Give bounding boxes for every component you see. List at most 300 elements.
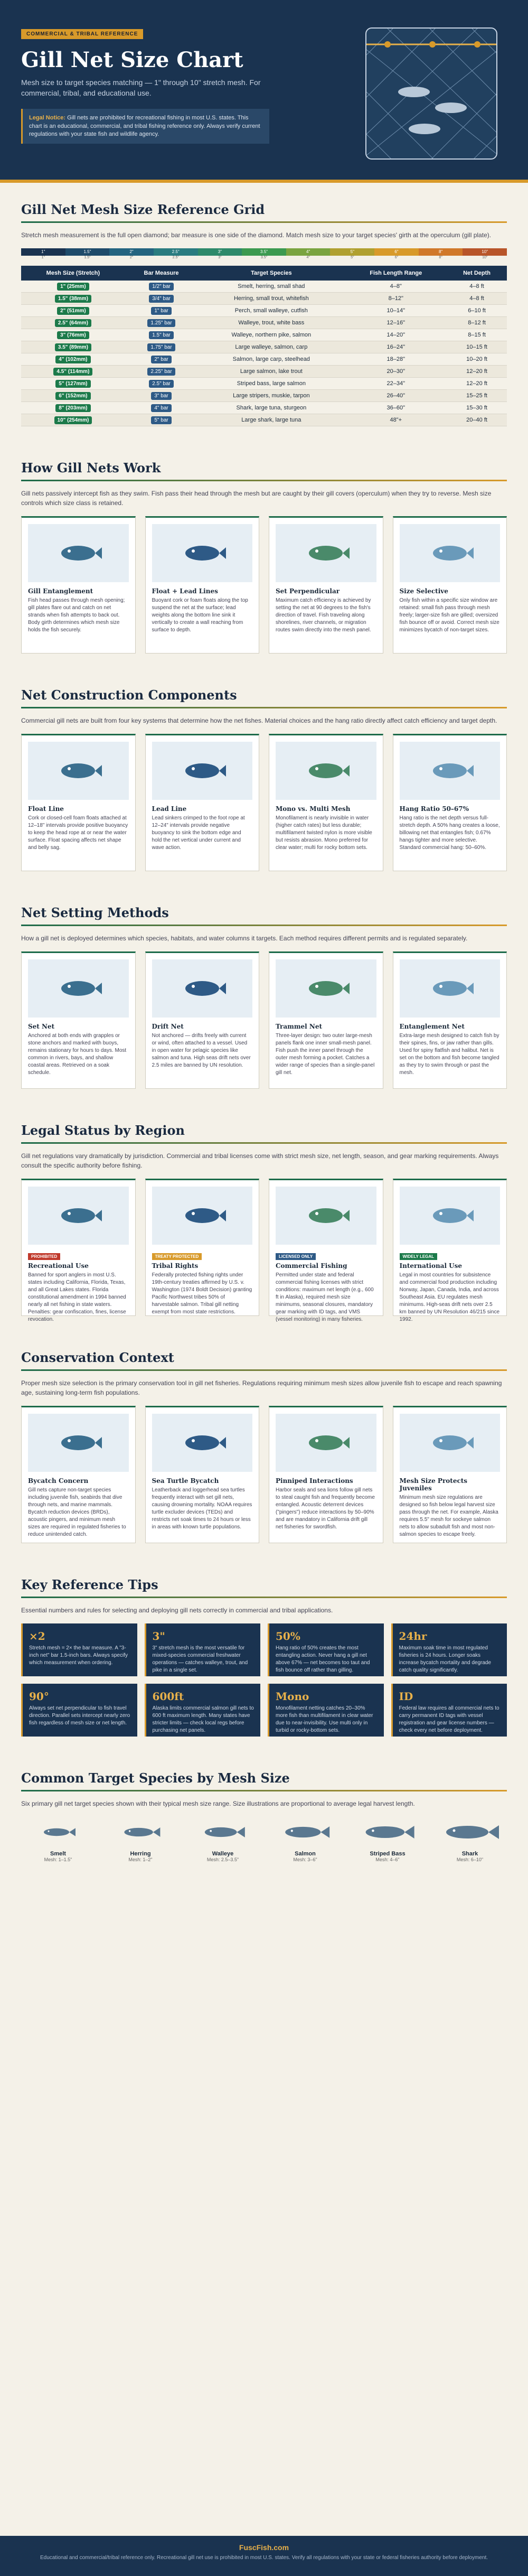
card-title: Hang Ratio 50–67% xyxy=(399,805,469,813)
card-illustration xyxy=(276,742,376,800)
hero-subtitle: Mesh size to target species matching — 1" through 10" stretch mesh. For commercial, tribal, and educational use. xyxy=(21,78,261,97)
construction-section xyxy=(0,668,528,886)
bar-cell xyxy=(125,329,197,341)
table-row xyxy=(21,390,507,402)
mesh-cell xyxy=(21,293,125,305)
card-text: Cork or closed-cell foam floats attached at 12–18" intervals provide positive buoyancy to keep the head rope at or near the water surface. Float spacing affects net shape and belly sag. xyxy=(28,815,128,851)
length-cell: 4–8" xyxy=(345,281,447,293)
how-section-title: How Gill Nets Work xyxy=(21,460,161,475)
tip-text: Always set net perpendicular to fish travel direction. Parallel sets intercept nearly zero fish regardless of mesh size or net length. xyxy=(29,1705,130,1726)
card-title: Set Net xyxy=(28,1023,55,1030)
tip-figure: ID xyxy=(399,1690,413,1703)
card-text: Three-layer design: two outer large-mesh panels flank one inner small-mesh panel. Fish push the inner panel through the outer mesh forming a pocket. Catches a wider range of species than a single-panel gill net. xyxy=(276,1033,375,1076)
tip-card xyxy=(21,1623,137,1676)
hero-net-illustration xyxy=(365,27,497,160)
info-card xyxy=(145,951,260,1089)
section-rule xyxy=(21,1790,507,1791)
species-section-title: Common Target Species by Mesh Size xyxy=(21,1770,290,1786)
card-text: Minimum mesh size regulations are designed so fish below legal harvest size pass through the net. For example, Alaska requires 5.5" mesh for sockeye salmon nets to allow subadult fish and most non-salmon species to escape freely. xyxy=(399,1495,498,1537)
depth-cell: 6–10 ft xyxy=(447,305,507,317)
tips-section-intro: Essential numbers and rules for selecting and deploying gill nets correctly in commercial and tribal applications. xyxy=(21,1607,333,1614)
bar-cell xyxy=(125,378,197,390)
legal-section xyxy=(0,1104,528,1331)
card-illustration xyxy=(28,742,129,800)
length-cell: 18–28" xyxy=(345,353,447,366)
bar-measure-badge: 2" bar xyxy=(151,356,171,363)
depth-cell: 20–40 ft xyxy=(447,414,507,426)
mesh-size-badge: 6" (152mm) xyxy=(55,392,90,400)
tip-card xyxy=(21,1684,137,1737)
card-title: Float Line xyxy=(28,805,64,813)
bar-measure-badge: 3" bar xyxy=(151,392,171,400)
column-header: Target Species xyxy=(197,266,345,281)
species-cell: Salmon, large carp, steelhead xyxy=(197,353,345,366)
info-card xyxy=(145,1179,260,1316)
tip-card xyxy=(391,1684,507,1737)
construction-section-intro: Commercial gill nets are built from four key systems that determine how the net fishes. Material choices and the hang ratio directly affect catch efficiency and target depth. xyxy=(21,717,497,724)
card-title: Lead Line xyxy=(152,805,187,813)
fish-icon xyxy=(21,1819,95,1847)
section-rule xyxy=(21,925,507,926)
species-name: Striped Bass xyxy=(370,1851,406,1857)
species-cell: Striped bass, large salmon xyxy=(197,378,345,390)
footer-disclaimer: Educational and commercial/tribal reference only. Recreational gill net use is prohibited in most U.S. states. Verify all regulations with your state or federal fisheries authority before deployment. xyxy=(40,2555,488,2561)
species-item xyxy=(186,1819,260,1862)
scale-step: 3.5" xyxy=(242,248,286,256)
species-cell: Walleye, trout, white bass xyxy=(197,317,345,329)
species-mesh: Mesh: 4–6" xyxy=(375,1857,400,1862)
info-card xyxy=(21,516,136,654)
species-mesh: Mesh: 1–2" xyxy=(128,1857,153,1862)
mesh-cell xyxy=(21,390,125,402)
tip-card xyxy=(268,1623,384,1676)
mesh-size-badge: 8" (203mm) xyxy=(55,404,90,412)
scale-label: 3.5" xyxy=(260,256,268,259)
mesh-cell xyxy=(21,378,125,390)
scale-label: 2" xyxy=(129,256,134,259)
scale-step: 6" xyxy=(374,248,419,256)
mesh-size-badge: 3" (76mm) xyxy=(57,331,89,339)
species-cell: Herring, small trout, whitefish xyxy=(197,293,345,305)
card-title: Pinniped Interactions xyxy=(276,1477,353,1485)
bar-measure-badge: 1/2" bar xyxy=(149,283,174,291)
card-title: Mono vs. Multi Mesh xyxy=(276,805,351,813)
card-title: Recreational Use xyxy=(28,1262,89,1270)
species-mesh: Mesh: 2.5–3.5" xyxy=(206,1857,239,1862)
tip-figure: ×2 xyxy=(29,1630,45,1642)
info-card xyxy=(269,734,383,871)
page-title: Gill Net Size Chart xyxy=(21,48,243,72)
table-row xyxy=(21,317,507,329)
footer xyxy=(0,2536,528,2576)
species-section-intro: Six primary gill net target species shown with their typical mesh size range. Size illustrations are proportional to average legal harvest length. xyxy=(21,1800,415,1807)
methods-section xyxy=(0,886,528,1104)
card-illustration xyxy=(276,1187,376,1245)
mesh-size-badge: 5" (127mm) xyxy=(55,380,90,388)
card-illustration xyxy=(152,1414,253,1472)
tips-section-title: Key Reference Tips xyxy=(21,1577,158,1592)
card-text: Monofilament is nearly invisible in water (higher catch rates) but less durable; multifilament twisted nylon is more visible but resists abrasion. Mono preferred for clear water; multi for rocky bottom sets. xyxy=(276,815,372,851)
how-section-intro: Gill nets passively intercept fish as they swim. Fish pass their head through the mesh but are caught by their gill covers (operculum) when they try to reverse. Mesh size controls which size class is retained. xyxy=(21,490,492,507)
hero-badge: COMMERCIAL & TRIBAL REFERENCE xyxy=(21,29,143,39)
mesh-cell xyxy=(21,317,125,329)
card-illustration xyxy=(276,524,376,582)
card-text: Only fish within a specific size window are retained: small fish pass through mesh freely; larger-size fish are gilled; oversized fish bounce off or avoid. Correct mesh size minimizes bycatch of non-target sizes. xyxy=(399,598,499,633)
card-title: Commercial Fishing xyxy=(276,1262,347,1270)
scale-step: 3" xyxy=(198,248,242,256)
mesh-size-badge: 2.5" (64mm) xyxy=(55,319,91,327)
bar-cell xyxy=(125,414,197,426)
net-icon xyxy=(366,29,497,160)
tip-figure: 600ft xyxy=(152,1690,184,1703)
column-header: Fish Length Range xyxy=(345,266,447,281)
species-name: Salmon xyxy=(295,1851,316,1857)
table-row xyxy=(21,305,507,317)
methods-section-title: Net Setting Methods xyxy=(21,905,169,920)
bar-cell xyxy=(125,305,197,317)
conservation-section-intro: Proper mesh size selection is the primary conservation tool in gill net fisheries. Regulations requiring minimum mesh sizes allow juvenile fish to escape and reach spawning age, sustaining long-term fish populations. xyxy=(21,1379,502,1396)
species-name: Shark xyxy=(461,1851,478,1857)
bar-measure-badge: 1" bar xyxy=(151,307,171,315)
depth-cell: 12–20 ft xyxy=(447,378,507,390)
tip-text: Stretch mesh = 2× the bar measure. A "3-inch net" bar 1.5-inch bars. Always specify which measurement when ordering. xyxy=(29,1645,128,1666)
species-mesh: Mesh: 1–1.5" xyxy=(44,1857,72,1862)
mesh-cell xyxy=(21,305,125,317)
info-card xyxy=(21,1406,136,1543)
footer-brand-link[interactable]: FuscFish.com xyxy=(239,2543,289,2552)
legal-notice-text: Gill nets are prohibited for recreational fishing in most U.S. states. This chart is an educational, commercial, and tribal fishing reference only. Always verify current regulations with your state fish and wildlife agency. xyxy=(29,115,260,137)
length-cell: 26–40" xyxy=(345,390,447,402)
legal-notice xyxy=(21,109,269,144)
bar-cell xyxy=(125,366,197,378)
card-title: Bycatch Concern xyxy=(28,1477,89,1485)
mesh-cell xyxy=(21,329,125,341)
tip-text: Hang ratio of 50% creates the most entangling action. Never hang a gill net above 67% — net becomes too taut and fish bounce off rather than gilling. xyxy=(276,1645,370,1673)
fish-icon xyxy=(268,1819,342,1847)
card-title: International Use xyxy=(399,1262,463,1270)
card-illustration xyxy=(400,1414,501,1472)
card-illustration xyxy=(152,959,253,1018)
table-row xyxy=(21,353,507,366)
mesh-cell xyxy=(21,402,125,414)
info-card xyxy=(269,951,383,1089)
length-cell: 12–16" xyxy=(345,317,447,329)
fish-icon xyxy=(186,1819,260,1847)
mesh-scale-labels xyxy=(21,256,507,259)
tip-figure: 3" xyxy=(152,1630,165,1642)
bar-cell xyxy=(125,390,197,402)
card-title: Entanglement Net xyxy=(399,1023,465,1030)
card-text: Maximum catch efficiency is achieved by setting the net at 90 degrees to the fish's direction of travel. Fish traveling along shorelines, river channels, or migration routes swim directly into the mesh panel. xyxy=(276,598,371,633)
card-title: Tribal Rights xyxy=(152,1262,199,1270)
length-cell: 22–34" xyxy=(345,378,447,390)
length-cell: 48"+ xyxy=(345,414,447,426)
card-title: Float + Lead Lines xyxy=(152,587,218,595)
length-cell: 14–20" xyxy=(345,329,447,341)
card-title: Drift Net xyxy=(152,1023,184,1030)
card-text: Fish head passes through mesh opening; gill plates flare out and catch on net strands when fish attempts to back out. Body girth determines which mesh size holds the fish securely. xyxy=(28,598,125,633)
tip-figure: Mono xyxy=(276,1690,309,1703)
species-cell: Perch, small walleye, cutfish xyxy=(197,305,345,317)
info-card xyxy=(393,516,507,654)
species-cell: Smelt, herring, small shad xyxy=(197,281,345,293)
species-cell: Shark, large tuna, sturgeon xyxy=(197,402,345,414)
depth-cell: 12–20 ft xyxy=(447,366,507,378)
mesh-size-badge: 3.5" (89mm) xyxy=(55,343,91,351)
info-card xyxy=(393,734,507,871)
scale-label: 1" xyxy=(41,256,45,259)
bar-measure-badge: 2.5" bar xyxy=(149,380,174,388)
scale-step: 5" xyxy=(330,248,374,256)
info-card xyxy=(393,951,507,1089)
card-text: Permitted under state and federal commercial fishing licenses with strict conditions: maximum net length (e.g., 600 ft in Alaska), required mesh size minimums, seasonal closures, mandatory gear marking with ID tags, and VMS (vessel monitoring) in many fisheries. xyxy=(276,1272,374,1322)
bar-measure-badge: 1.5" bar xyxy=(149,331,174,339)
table-row xyxy=(21,378,507,390)
card-text: Legal in most countries for subsistence and commercial food production including Norway, Japan, Canada, India, and across Southeast Asia. EU regulates mesh minimums. High-seas drift nets over 2.5 km banned by UN Resolution 46/215 since 1992. xyxy=(399,1272,500,1322)
fish-icon xyxy=(351,1819,425,1847)
mesh-size-badge: 10" (254mm) xyxy=(54,416,92,424)
species-mesh: Mesh: 6–10" xyxy=(456,1857,484,1862)
species-mesh: Mesh: 3–6" xyxy=(293,1857,317,1862)
species-item xyxy=(103,1819,177,1862)
scale-step: 1" xyxy=(21,248,65,256)
mesh-size-badge: 1" (25mm) xyxy=(57,283,89,291)
bar-measure-badge: 4" bar xyxy=(151,404,171,412)
card-text: Hang ratio is the net depth versus full-stretch depth. A 50% hang creates a loose, billowing net that entangles fish; 0.67% hangs tighter and more selective. Standard commercial hang: 50–60%. xyxy=(399,815,500,851)
card-illustration xyxy=(400,1187,501,1245)
info-card xyxy=(393,1406,507,1543)
bar-measure-badge: 1.75" bar xyxy=(147,343,175,351)
card-text: Harbor seals and sea lions follow gill nets to steal caught fish and frequently become entangled. Acoustic deterrent devices ("pingers") reduce interactions by 50–90% and are mandatory in California drift gill net fisheries for swordfish. xyxy=(276,1487,375,1530)
card-illustration xyxy=(400,742,501,800)
card-title: Mesh Size Protects Juveniles xyxy=(399,1477,468,1492)
species-item xyxy=(21,1819,95,1862)
tip-figure: 90° xyxy=(29,1690,49,1703)
info-card xyxy=(145,1406,260,1543)
depth-cell: 15–25 ft xyxy=(447,390,507,402)
depth-cell: 10–20 ft xyxy=(447,353,507,366)
card-illustration xyxy=(28,959,129,1018)
tip-card xyxy=(145,1623,261,1676)
info-card xyxy=(21,734,136,871)
fish-icon xyxy=(103,1819,177,1847)
species-cell: Large shark, large tuna xyxy=(197,414,345,426)
tip-text: Monofilament netting catches 20–30% more fish than multifilament in clear water due to near-invisibility. Use multi only in turbid or rocky-bottom sets. xyxy=(276,1705,373,1733)
tip-figure: 50% xyxy=(276,1630,300,1642)
info-card xyxy=(393,1179,507,1322)
section-rule xyxy=(21,221,507,223)
mesh-cell xyxy=(21,414,125,426)
info-card xyxy=(269,516,383,654)
conservation-section-title: Conservation Context xyxy=(21,1350,174,1365)
mesh-scale-bar xyxy=(21,248,507,256)
scale-label: 1.5" xyxy=(84,256,91,259)
bar-cell xyxy=(125,341,197,353)
species-name: Herring xyxy=(130,1851,151,1857)
species-name: Smelt xyxy=(50,1851,66,1857)
bar-cell xyxy=(125,353,197,366)
methods-section-intro: How a gill net is deployed determines which species, habitats, and water columns it targets. Each method requires different permits and is regulated separately. xyxy=(21,935,468,942)
bar-cell xyxy=(125,281,197,293)
tip-figure: 24hr xyxy=(399,1630,427,1642)
scale-label: 10" xyxy=(482,256,488,259)
scale-label: 5" xyxy=(351,256,354,259)
species-item xyxy=(268,1819,342,1862)
scale-step: 4" xyxy=(286,248,331,256)
card-illustration xyxy=(152,1187,253,1245)
depth-cell: 4–8 ft xyxy=(447,281,507,293)
species-item xyxy=(351,1819,425,1862)
tip-text: Maximum soak time in most regulated fisheries is 24 hours. Longer soaks increase bycatch mortality and degrade catch quality significantly. xyxy=(399,1645,492,1673)
depth-cell: 8–12 ft xyxy=(447,317,507,329)
mesh-size-badge: 1.5" (38mm) xyxy=(55,295,91,303)
card-illustration xyxy=(276,959,376,1018)
bar-measure-badge: 5" bar xyxy=(151,416,171,424)
conservation-section xyxy=(0,1331,528,1558)
card-illustration xyxy=(400,959,501,1018)
bar-measure-badge: 1.25" bar xyxy=(147,319,175,327)
section-rule xyxy=(21,1369,507,1371)
length-cell: 8–12" xyxy=(345,293,447,305)
card-illustration xyxy=(28,524,129,582)
length-cell: 16–24" xyxy=(345,341,447,353)
section-rule xyxy=(21,1597,507,1598)
card-illustration xyxy=(152,742,253,800)
card-illustration xyxy=(28,1414,129,1472)
scale-step: 1.5" xyxy=(65,248,110,256)
mesh-cell xyxy=(21,366,125,378)
info-card xyxy=(269,1179,383,1322)
card-text: Lead sinkers crimped to the foot rope at 12–24" intervals provide negative buoyancy to sink the bottom edge and hold the net vertical under current and wave action. xyxy=(152,815,245,851)
card-text: Leatherback and loggerhead sea turtles frequently interact with set gill nets, causing drowning mortality. NOAA requires turtle excluder devices (TEDs) and restricts net soak times to 24 hours or less in areas with known turtle populations. xyxy=(152,1487,252,1530)
mesh-section xyxy=(0,183,528,441)
section-rule xyxy=(21,707,507,708)
card-text: Banned for sport anglers in most U.S. states including California, Florida, Texas, and all Great Lakes states. Florida constitutional amendment in 1994 banned nearly all net fishing in state waters. Penalties: gear confiscation, fines, license revocation. xyxy=(28,1272,126,1322)
species-name: Walleye xyxy=(212,1851,234,1857)
legal-section-title: Legal Status by Region xyxy=(21,1123,185,1138)
scale-step: 10" xyxy=(463,248,507,256)
scale-label: 6" xyxy=(394,256,399,259)
species-item xyxy=(433,1819,507,1862)
scale-label: 3" xyxy=(218,256,222,259)
scale-step: 8" xyxy=(419,248,463,256)
legal-section-intro: Gill net regulations vary dramatically by jurisdiction. Commercial and tribal licenses come with strict mesh size, net length, season, and gear marking requirements. Always consult the specific authority before fishing. xyxy=(21,1152,499,1169)
species-cell: Large salmon, lake trout xyxy=(197,366,345,378)
info-card xyxy=(145,516,260,654)
table-row xyxy=(21,402,507,414)
card-illustration xyxy=(28,1187,129,1245)
card-text: Federally protected fishing rights under 19th-century treaties affirmed by U.S. v. Washington (1974 Boldt Decision) granting Pacific Northwest tribes 50% of harvestable salmon. Tribal gill netting exempt from most state restrictions. xyxy=(152,1272,252,1315)
tip-text: Alaska limits commercial salmon gill nets to 600 ft maximum length. Many states have stricter limits — check local regs before purchasing net panels. xyxy=(152,1705,254,1733)
construction-section-title: Net Construction Components xyxy=(21,687,237,703)
scale-label: 2.5" xyxy=(172,256,179,259)
info-card xyxy=(145,734,260,871)
table-row xyxy=(21,281,507,293)
info-card xyxy=(21,951,136,1089)
hero xyxy=(0,0,528,180)
card-title: Set Perpendicular xyxy=(276,587,340,595)
info-card xyxy=(21,1179,136,1322)
status-badge: WIDELY LEGAL xyxy=(400,1253,438,1260)
table-row xyxy=(21,366,507,378)
fish-icon xyxy=(433,1819,507,1847)
mesh-size-badge: 4" (102mm) xyxy=(55,356,90,363)
tips-section xyxy=(0,1558,528,1751)
species-section xyxy=(0,1751,528,1877)
depth-cell: 15–30 ft xyxy=(447,402,507,414)
section-rule xyxy=(21,1142,507,1144)
tip-card xyxy=(391,1623,507,1676)
species-cell: Large walleye, salmon, carp xyxy=(197,341,345,353)
bar-cell xyxy=(125,402,197,414)
table-row xyxy=(21,329,507,341)
scale-label: 8" xyxy=(439,256,442,259)
card-title: Size Selective xyxy=(399,587,448,595)
card-title: Trammel Net xyxy=(276,1023,323,1030)
card-text: Gill nets capture non-target species including juvenile fish, seabirds that dive through nets, and marine mammals. Bycatch reduction devices (BRDs), acoustic pingers, and minimum mesh sizes are required in regulated fisheries to reduce unintended catch. xyxy=(28,1487,126,1537)
column-header: Bar Measure xyxy=(125,266,197,281)
table-row xyxy=(21,293,507,305)
scale-label: 4" xyxy=(306,256,310,259)
tip-card xyxy=(145,1684,261,1737)
status-badge: PROHIBITED xyxy=(28,1253,60,1260)
card-title: Sea Turtle Bycatch xyxy=(152,1477,219,1485)
scale-step: 2.5" xyxy=(154,248,198,256)
bar-cell xyxy=(125,293,197,305)
status-badge: TREATY PROTECTED xyxy=(152,1253,202,1260)
mesh-cell xyxy=(21,341,125,353)
legal-notice-label: Legal Notice: xyxy=(29,115,66,122)
depth-cell: 4–8 ft xyxy=(447,293,507,305)
species-cell: Walleye, northern pike, salmon xyxy=(197,329,345,341)
tip-text: 3" stretch mesh is the most versatile for mixed-species commercial freshwater operations — catches walleye, trout, and pike in a single set. xyxy=(152,1645,248,1673)
card-illustration xyxy=(152,524,253,582)
info-card xyxy=(269,1406,383,1543)
bar-measure-badge: 2.25" bar xyxy=(147,368,175,376)
card-text: Anchored at both ends with grapples or stone anchors and marked with buoys, remains stationary for hours to days. Most common in rivers, bays, and shallow coastal areas. Retrieved on a soak schedule. xyxy=(28,1033,127,1076)
column-header: Mesh Size (Stretch) xyxy=(21,266,125,281)
column-header: Net Depth xyxy=(447,266,507,281)
mesh-size-badge: 2" (51mm) xyxy=(57,307,89,315)
card-illustration xyxy=(276,1414,376,1472)
depth-cell: 10–15 ft xyxy=(447,341,507,353)
length-cell: 20–30" xyxy=(345,366,447,378)
mesh-size-badge: 4.5" (114mm) xyxy=(53,368,92,376)
length-cell: 36–60" xyxy=(345,402,447,414)
table-header-row xyxy=(21,266,507,281)
tip-card xyxy=(268,1684,384,1737)
how-section xyxy=(0,441,528,668)
depth-cell: 8–15 ft xyxy=(447,329,507,341)
card-text: Buoyant cork or foam floats along the top suspend the net at the surface; lead weights along the bottom line sink it vertically to create a wall reaching from surface to depth. xyxy=(152,598,248,633)
table-row xyxy=(21,341,507,353)
section-rule xyxy=(21,480,507,481)
mesh-section-intro: Stretch mesh measurement is the full open diamond; bar measure is one side of the diamond. Match mesh size to your target species' girth at the operculum (gill plate). xyxy=(21,231,492,239)
tip-text: Federal law requires all commercial nets to carry permanent ID tags with vessel registration and gear license numbers — check every net before deployment. xyxy=(399,1705,499,1733)
species-cell: Large stripers, muskie, tarpon xyxy=(197,390,345,402)
card-title: Gill Entanglement xyxy=(28,587,93,595)
mesh-section-title: Gill Net Mesh Size Reference Grid xyxy=(21,202,265,217)
card-text: Extra-large mesh designed to catch fish by their spines, fins, or jaw rather than gills. Used for spiny flatfish and halibut. Net is set on the bottom and fish become tangled as they try to swim through or past the mesh. xyxy=(399,1033,499,1076)
mesh-cell xyxy=(21,353,125,366)
length-cell: 10–14" xyxy=(345,305,447,317)
scale-step: 2" xyxy=(109,248,154,256)
bar-cell xyxy=(125,317,197,329)
table-row xyxy=(21,414,507,426)
card-illustration xyxy=(400,524,501,582)
mesh-cell xyxy=(21,281,125,293)
bar-measure-badge: 3/4" bar xyxy=(149,295,174,303)
